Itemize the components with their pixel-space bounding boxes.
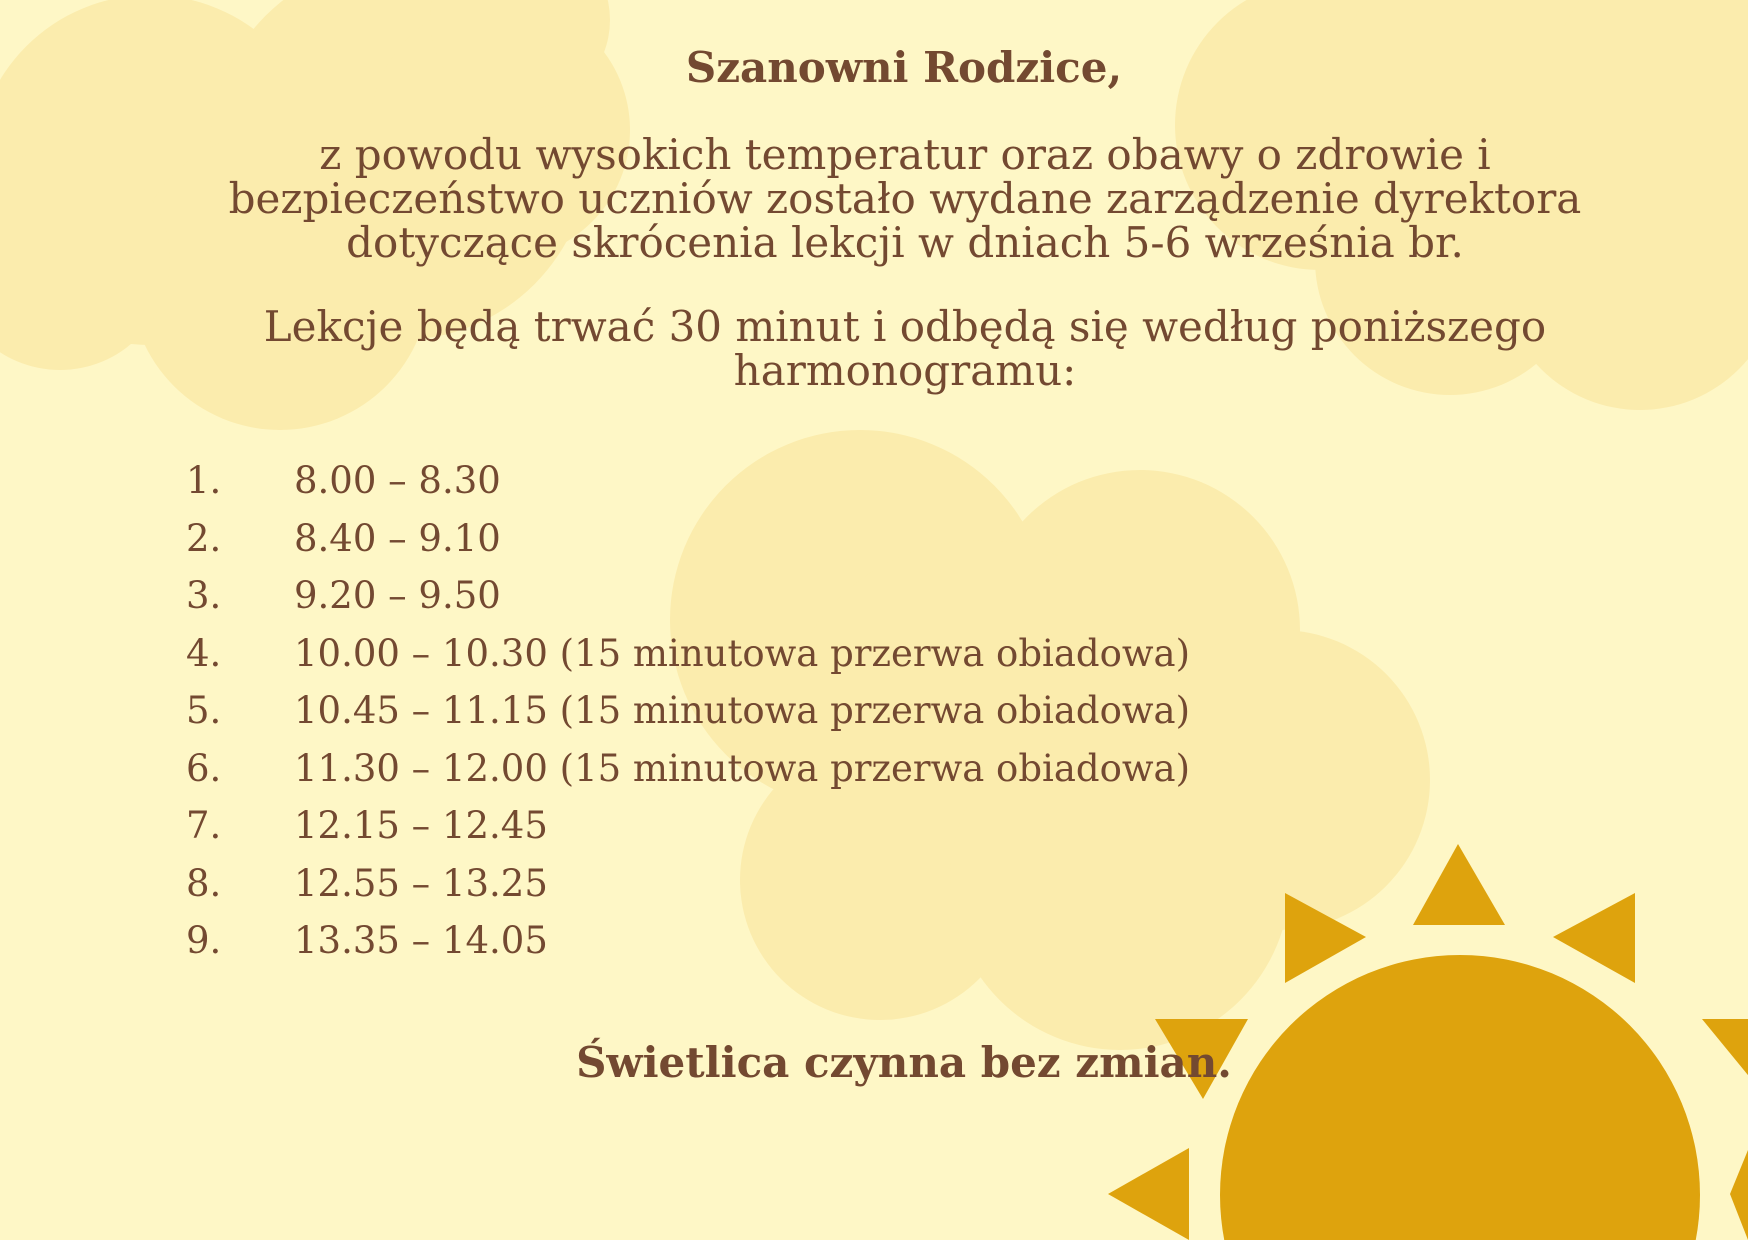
greeting-heading: Szanowni Rodzice, [685,43,1123,92]
schedule-intro-paragraph: Lekcje będą trwać 30 minut i odbędą się według poniższego harmonogramu: [263,302,1547,395]
schedule-item-time: 8.40 – 9.10 [294,516,501,560]
schedule-item [186,740,1190,798]
schedule-item-number: 6. [186,746,222,790]
schedule-item-time: 10.45 – 11.15 (15 minutowa przerwa obiadowa) [294,689,1191,732]
schedule-item [186,625,1190,683]
schedule-item-time: 11.30 – 12.00 (15 minutowa przerwa obiadowa) [294,746,1191,790]
schedule-item-time: 9.20 – 9.50 [294,574,501,617]
schedule-item-number: 5. [186,689,222,732]
schedule-item-time: 13.35 – 14.05 [294,919,548,962]
schedule-item-time: 12.15 – 12.45 [294,804,548,847]
schedule-item [186,510,1190,568]
lesson-schedule-list [186,452,1190,970]
schedule-item-time: 12.55 – 13.25 [294,861,548,905]
schedule-item [186,855,1190,913]
footer-note: Świetlica czynna bez zmian. [576,1038,1232,1087]
schedule-item-time: 10.00 – 10.30 (15 minutowa przerwa obiadowa) [294,631,1191,675]
schedule-item-number: 4. [186,631,222,675]
schedule-item-number: 2. [186,516,222,560]
schedule-item [186,912,1190,970]
schedule-item-number: 8. [186,861,222,905]
schedule-item [186,452,1190,510]
schedule-item-number: 3. [186,574,222,617]
intro-paragraph: z powodu wysokich temperatur oraz obawy o zdrowie i bezpieczeństwo uczniów zostało wydane zarządzenie dyrektora dotyczące skrócenia lekcji w dniach 5-6 września br. [228,130,1582,267]
schedule-item-number: 1. [186,459,222,502]
schedule-item-number: 9. [186,919,222,962]
schedule-item-number: 7. [186,804,222,847]
schedule-item [186,682,1190,740]
schedule-item [186,797,1190,855]
schedule-item [186,567,1190,625]
schedule-item-time: 8.00 – 8.30 [294,459,501,502]
